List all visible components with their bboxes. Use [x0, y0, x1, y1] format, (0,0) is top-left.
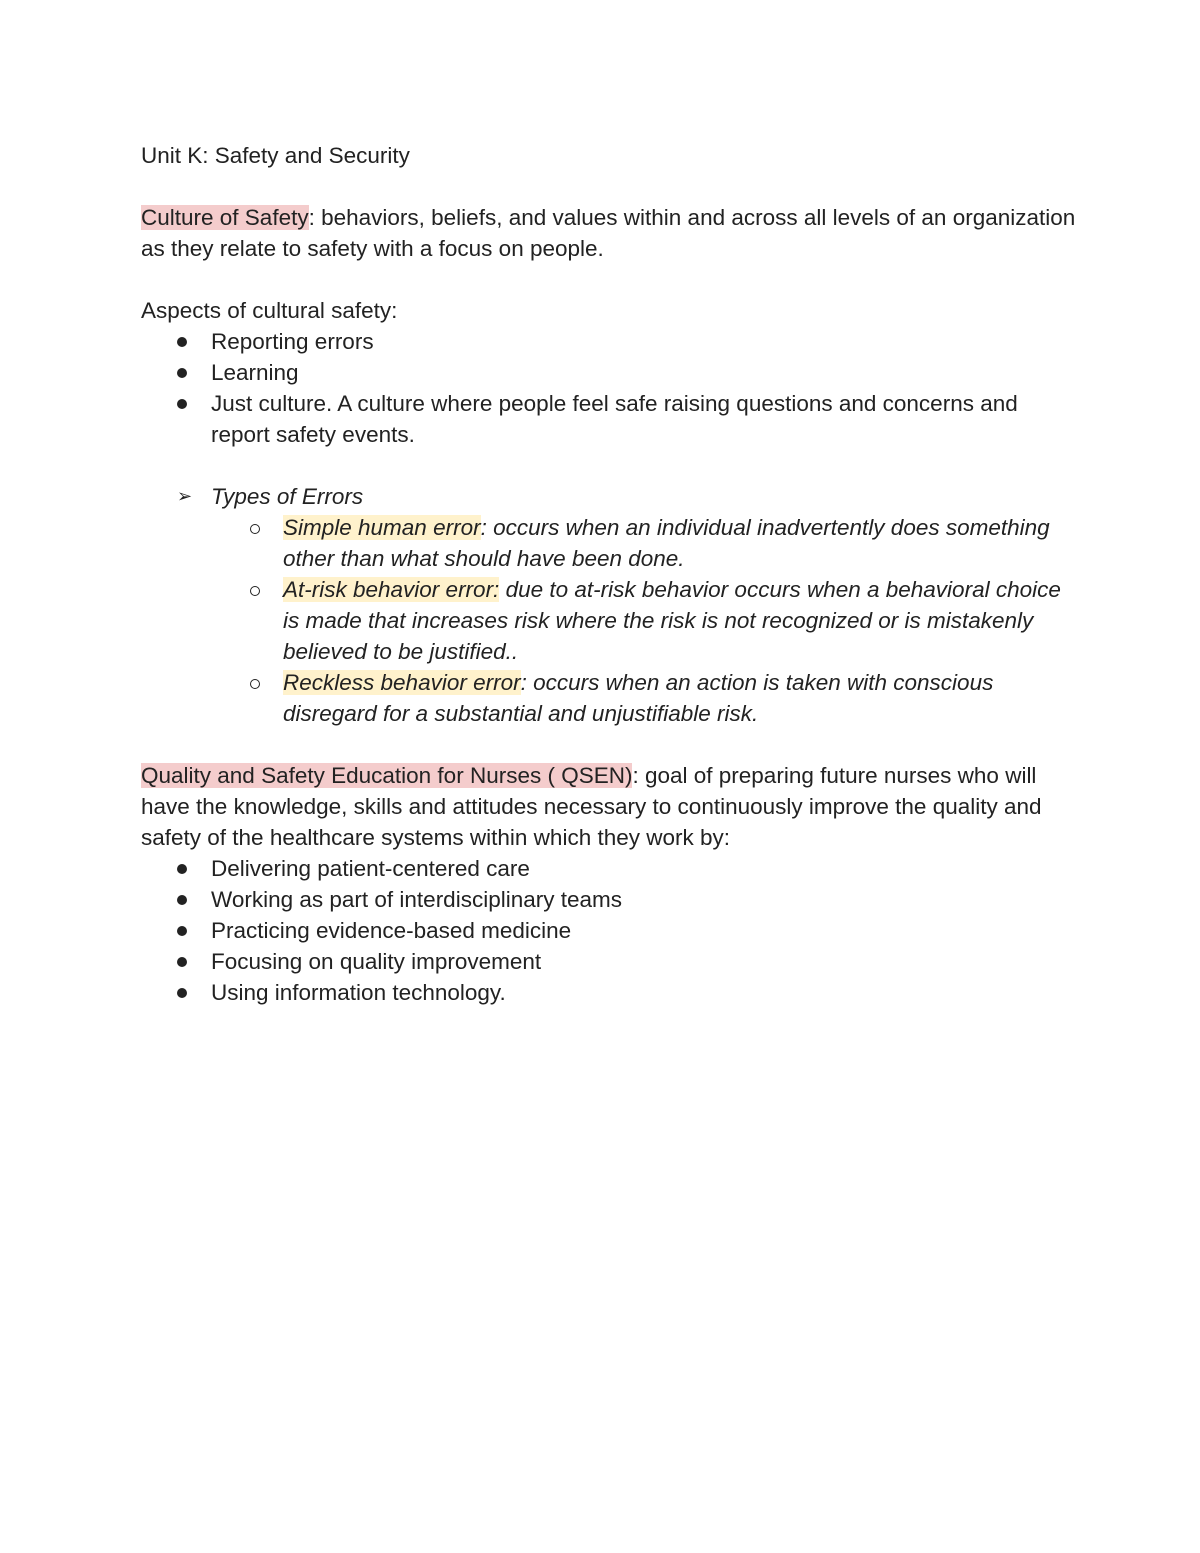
qsen-paragraph: [141, 760, 1081, 853]
list-item-text: Working as part of interdisciplinary teams: [211, 887, 622, 912]
error-term: Simple human error: [283, 515, 481, 540]
list-item: [213, 574, 1081, 667]
qsen-term: Quality and Safety Education for Nurses ( QSEN): [141, 763, 633, 788]
list-item: [141, 481, 1081, 512]
bullet-icon: [177, 399, 187, 409]
spacer: [141, 729, 1081, 760]
document-body: [141, 140, 1081, 1008]
page-title: Unit K: Safety and Security: [141, 143, 410, 168]
hollow-circle-bullet-icon: [250, 586, 260, 596]
list-item-text: Practicing evidence-based medicine: [211, 918, 572, 943]
bullet-icon: [177, 926, 187, 936]
list-item-text: Focusing on quality improvement: [211, 949, 542, 974]
aspects-heading: Aspects of cultural safety:: [141, 298, 398, 323]
culture-of-safety-term: Culture of Safety: [141, 205, 309, 230]
error-term: Reckless behavior error: [283, 670, 521, 695]
error-types-list: [213, 512, 1081, 729]
arrowhead-bullet-icon: ➢: [177, 486, 193, 506]
list-item: [141, 915, 1081, 946]
error-definition: : occurs when an action is taken with conscious disregard for a substantial and unjustifiable risk.: [283, 670, 994, 726]
spacer: [141, 171, 1081, 202]
list-item: [141, 357, 1081, 388]
bullet-icon: [177, 864, 187, 874]
error-definition: : occurs when an individual inadvertently does something other than what should have been done.: [283, 515, 1050, 571]
qsen-definition: : goal of preparing future nurses who will have the knowledge, skills and attitudes necessary to continuously improve the quality and safety of the healthcare systems within which they work by:: [141, 763, 1042, 850]
bullet-icon: [177, 337, 187, 347]
culture-of-safety-definition: : behaviors, beliefs, and values within and across all levels of an organization as they relate to safety with a focus on people.: [141, 205, 1076, 261]
list-item: [141, 946, 1081, 977]
errors-heading: Types of Errors: [211, 484, 364, 509]
spacer: [141, 264, 1081, 295]
list-item-text: Delivering patient-centered care: [211, 856, 530, 881]
list-item: [141, 388, 1081, 450]
list-item: [141, 884, 1081, 915]
list-item-text: Reporting errors: [211, 329, 374, 354]
list-item-text: Just culture. A culture where people feel safe raising questions and concerns and report safety events.: [211, 391, 1018, 447]
bullet-icon: [177, 988, 187, 998]
list-item: [213, 667, 1081, 729]
bullet-icon: [177, 895, 187, 905]
hollow-circle-bullet-icon: [250, 679, 260, 689]
hollow-circle-bullet-icon: [250, 524, 260, 534]
list-item-text: Using information technology.: [211, 980, 506, 1005]
list-item: [213, 512, 1081, 574]
bullet-icon: [177, 368, 187, 378]
list-item-text: Learning: [211, 360, 299, 385]
spacer: [141, 450, 1081, 481]
errors-list: [141, 481, 1081, 512]
bullet-icon: [177, 957, 187, 967]
aspects-list: [141, 326, 1081, 450]
error-term: At-risk behavior error:: [283, 577, 500, 602]
list-item: [141, 853, 1081, 884]
culture-of-safety-paragraph: [141, 202, 1081, 264]
qsen-list: [141, 853, 1081, 1008]
list-item: [141, 326, 1081, 357]
list-item: [141, 977, 1081, 1008]
error-definition: due to at-risk behavior occurs when a behavioral choice is made that increases risk where the risk is not recognized or is mistakenly believed to be justified..: [283, 577, 1061, 664]
